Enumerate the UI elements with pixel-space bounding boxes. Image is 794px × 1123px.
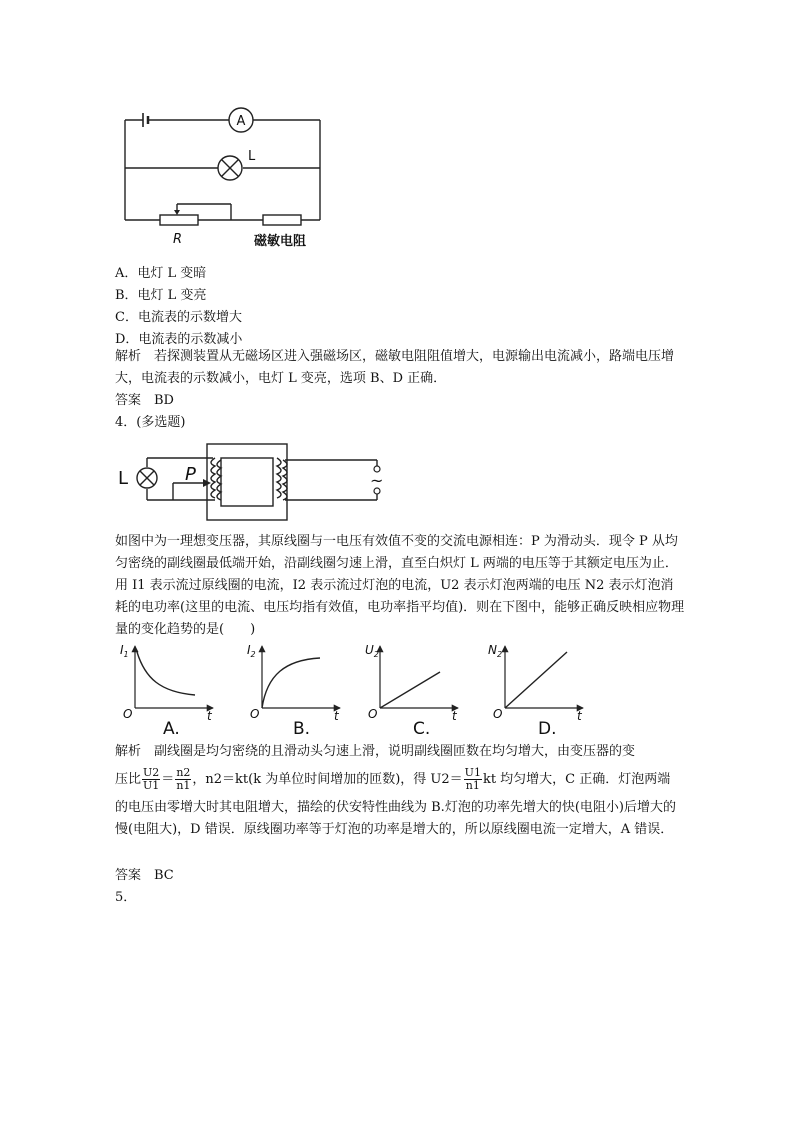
graphs-row bbox=[115, 640, 595, 740]
q4-stem: 如图中为一理想变压器，其原线圈与一电压有效值不变的交流电源相连：P 为滑动头．现令 P 从均匀密绕的副线圈最低端开始，沿副线圈匀速上滑，直至白炽灯 L 两端的电压等于其额定电压为止．用 I1 表示流过原线圈的电流，I2 表示流过灯泡的电流，U2 表示灯泡两端的电压 N2 表示灯泡消耗的电功率(这里的电流、电压均指有效值，电功率指平均值)．则在下图中，能够正确反映相应物理量的变化趋势的是( ) bbox=[115, 534, 685, 637]
graph-c bbox=[365, 643, 458, 739]
graph-a-curve bbox=[137, 652, 195, 695]
graph-b bbox=[247, 643, 340, 739]
graph-a-ysub: 1 bbox=[123, 650, 129, 659]
slider-arrow-icon bbox=[174, 210, 180, 215]
graph-b-caption: B. bbox=[293, 719, 311, 739]
ammeter-label: A bbox=[236, 114, 246, 129]
svg-text:I2 bbox=[247, 643, 256, 659]
q3-analysis: 解析 若探测装置从无磁场区进入强磁场区，磁敏电阻阻值增大，电源输出电流减小，路端电压增大，电流表的示数减小，电灯 L 变亮，选项 B、D 正确． bbox=[115, 349, 675, 386]
ac-source-label: ~ bbox=[370, 471, 384, 490]
lamp-symbol-2 bbox=[137, 468, 157, 488]
fraction-u2-u1: $\frac{U2}{U1}$ bbox=[143, 766, 160, 792]
sensor-label: 磁敏电阻 bbox=[254, 234, 307, 249]
graph-d-ysub: 2 bbox=[496, 650, 503, 659]
graph-a-xlabel: t bbox=[207, 709, 212, 723]
lamp-symbol bbox=[218, 156, 242, 180]
graph-d-ylabel: N bbox=[488, 643, 497, 657]
graph-c-origin: O bbox=[368, 707, 378, 721]
slider-p-label: P bbox=[185, 464, 196, 485]
q4-analysis-line3: 的电压由零增大时其电阻增大，描绘的伏安特性曲线为 B.灯泡的功率先增大的快(电阻小)后增大的慢(电阻大)，D 错误．原线圈功率等于灯泡的功率是增大的，所以原线圈电流一定增大，A 错误． bbox=[115, 800, 676, 837]
circuit-diagram-1 bbox=[115, 100, 335, 255]
q4-analysis-line2: 压比 $\frac{U2}{U1}$ ＝ $\frac{n2}{n1}$ ，n2＝kt(k 为单位时间增加的匝数)，得 U2＝ $\frac{U1}{n1}$ kt 均匀增大，C 正确．灯泡两端 bbox=[115, 766, 671, 792]
graph-a-ylabel: I bbox=[120, 643, 124, 657]
q4-answer: 答案 BC bbox=[115, 868, 174, 883]
fraction-u1-n1: $\frac{U1}{n1}$ bbox=[464, 766, 481, 792]
graph-a-caption: A. bbox=[163, 719, 180, 739]
graph-d-caption: D. bbox=[538, 719, 557, 739]
svg-text:N2 bbox=[488, 643, 502, 659]
option-d: D．电流表的示数减小 bbox=[115, 332, 243, 347]
graph-b-origin: O bbox=[250, 707, 260, 721]
graph-d bbox=[488, 643, 583, 739]
q3-answer: 答案 BD bbox=[115, 393, 174, 408]
option-a: A．电灯 L 变暗 bbox=[115, 266, 207, 281]
graph-c-line bbox=[380, 672, 440, 708]
graph-c-ylabel: U bbox=[365, 643, 374, 657]
transformer-diagram bbox=[115, 438, 395, 528]
rheostat-label: R bbox=[173, 232, 183, 247]
svg-text:I1 bbox=[120, 643, 129, 659]
svg-text:U2 bbox=[365, 643, 379, 659]
graph-b-ylabel: I bbox=[247, 643, 251, 657]
lamp-l-label: L bbox=[118, 468, 129, 489]
graph-c-ysub: 2 bbox=[373, 650, 379, 659]
graph-a bbox=[120, 643, 213, 739]
option-c: C．电流表的示数增大 bbox=[115, 310, 242, 325]
graph-b-curve bbox=[262, 658, 320, 708]
graph-a-origin: O bbox=[123, 707, 133, 721]
graph-c-xlabel: t bbox=[452, 709, 457, 723]
fraction-n2-n1: $\frac{n2}{n1}$ bbox=[176, 766, 191, 792]
graph-c-caption: C. bbox=[413, 719, 431, 739]
graph-d-line bbox=[505, 652, 567, 708]
q4-analysis-line1: 解析 副线圈是均匀密绕的且滑动头匀速上滑，说明副线圈匝数在均匀增大，由变压器的变 bbox=[115, 744, 636, 759]
lamp-label: L bbox=[248, 149, 256, 164]
graph-d-origin: O bbox=[493, 707, 503, 721]
graph-d-xlabel: t bbox=[577, 709, 582, 723]
q5-title: 5． bbox=[115, 890, 137, 905]
q4-title: 4．(多选题) bbox=[115, 415, 186, 430]
graph-b-ysub: 2 bbox=[250, 650, 256, 659]
graph-b-xlabel: t bbox=[334, 709, 339, 723]
option-b: B．电灯 L 变亮 bbox=[115, 288, 207, 303]
ammeter-symbol bbox=[229, 108, 253, 132]
